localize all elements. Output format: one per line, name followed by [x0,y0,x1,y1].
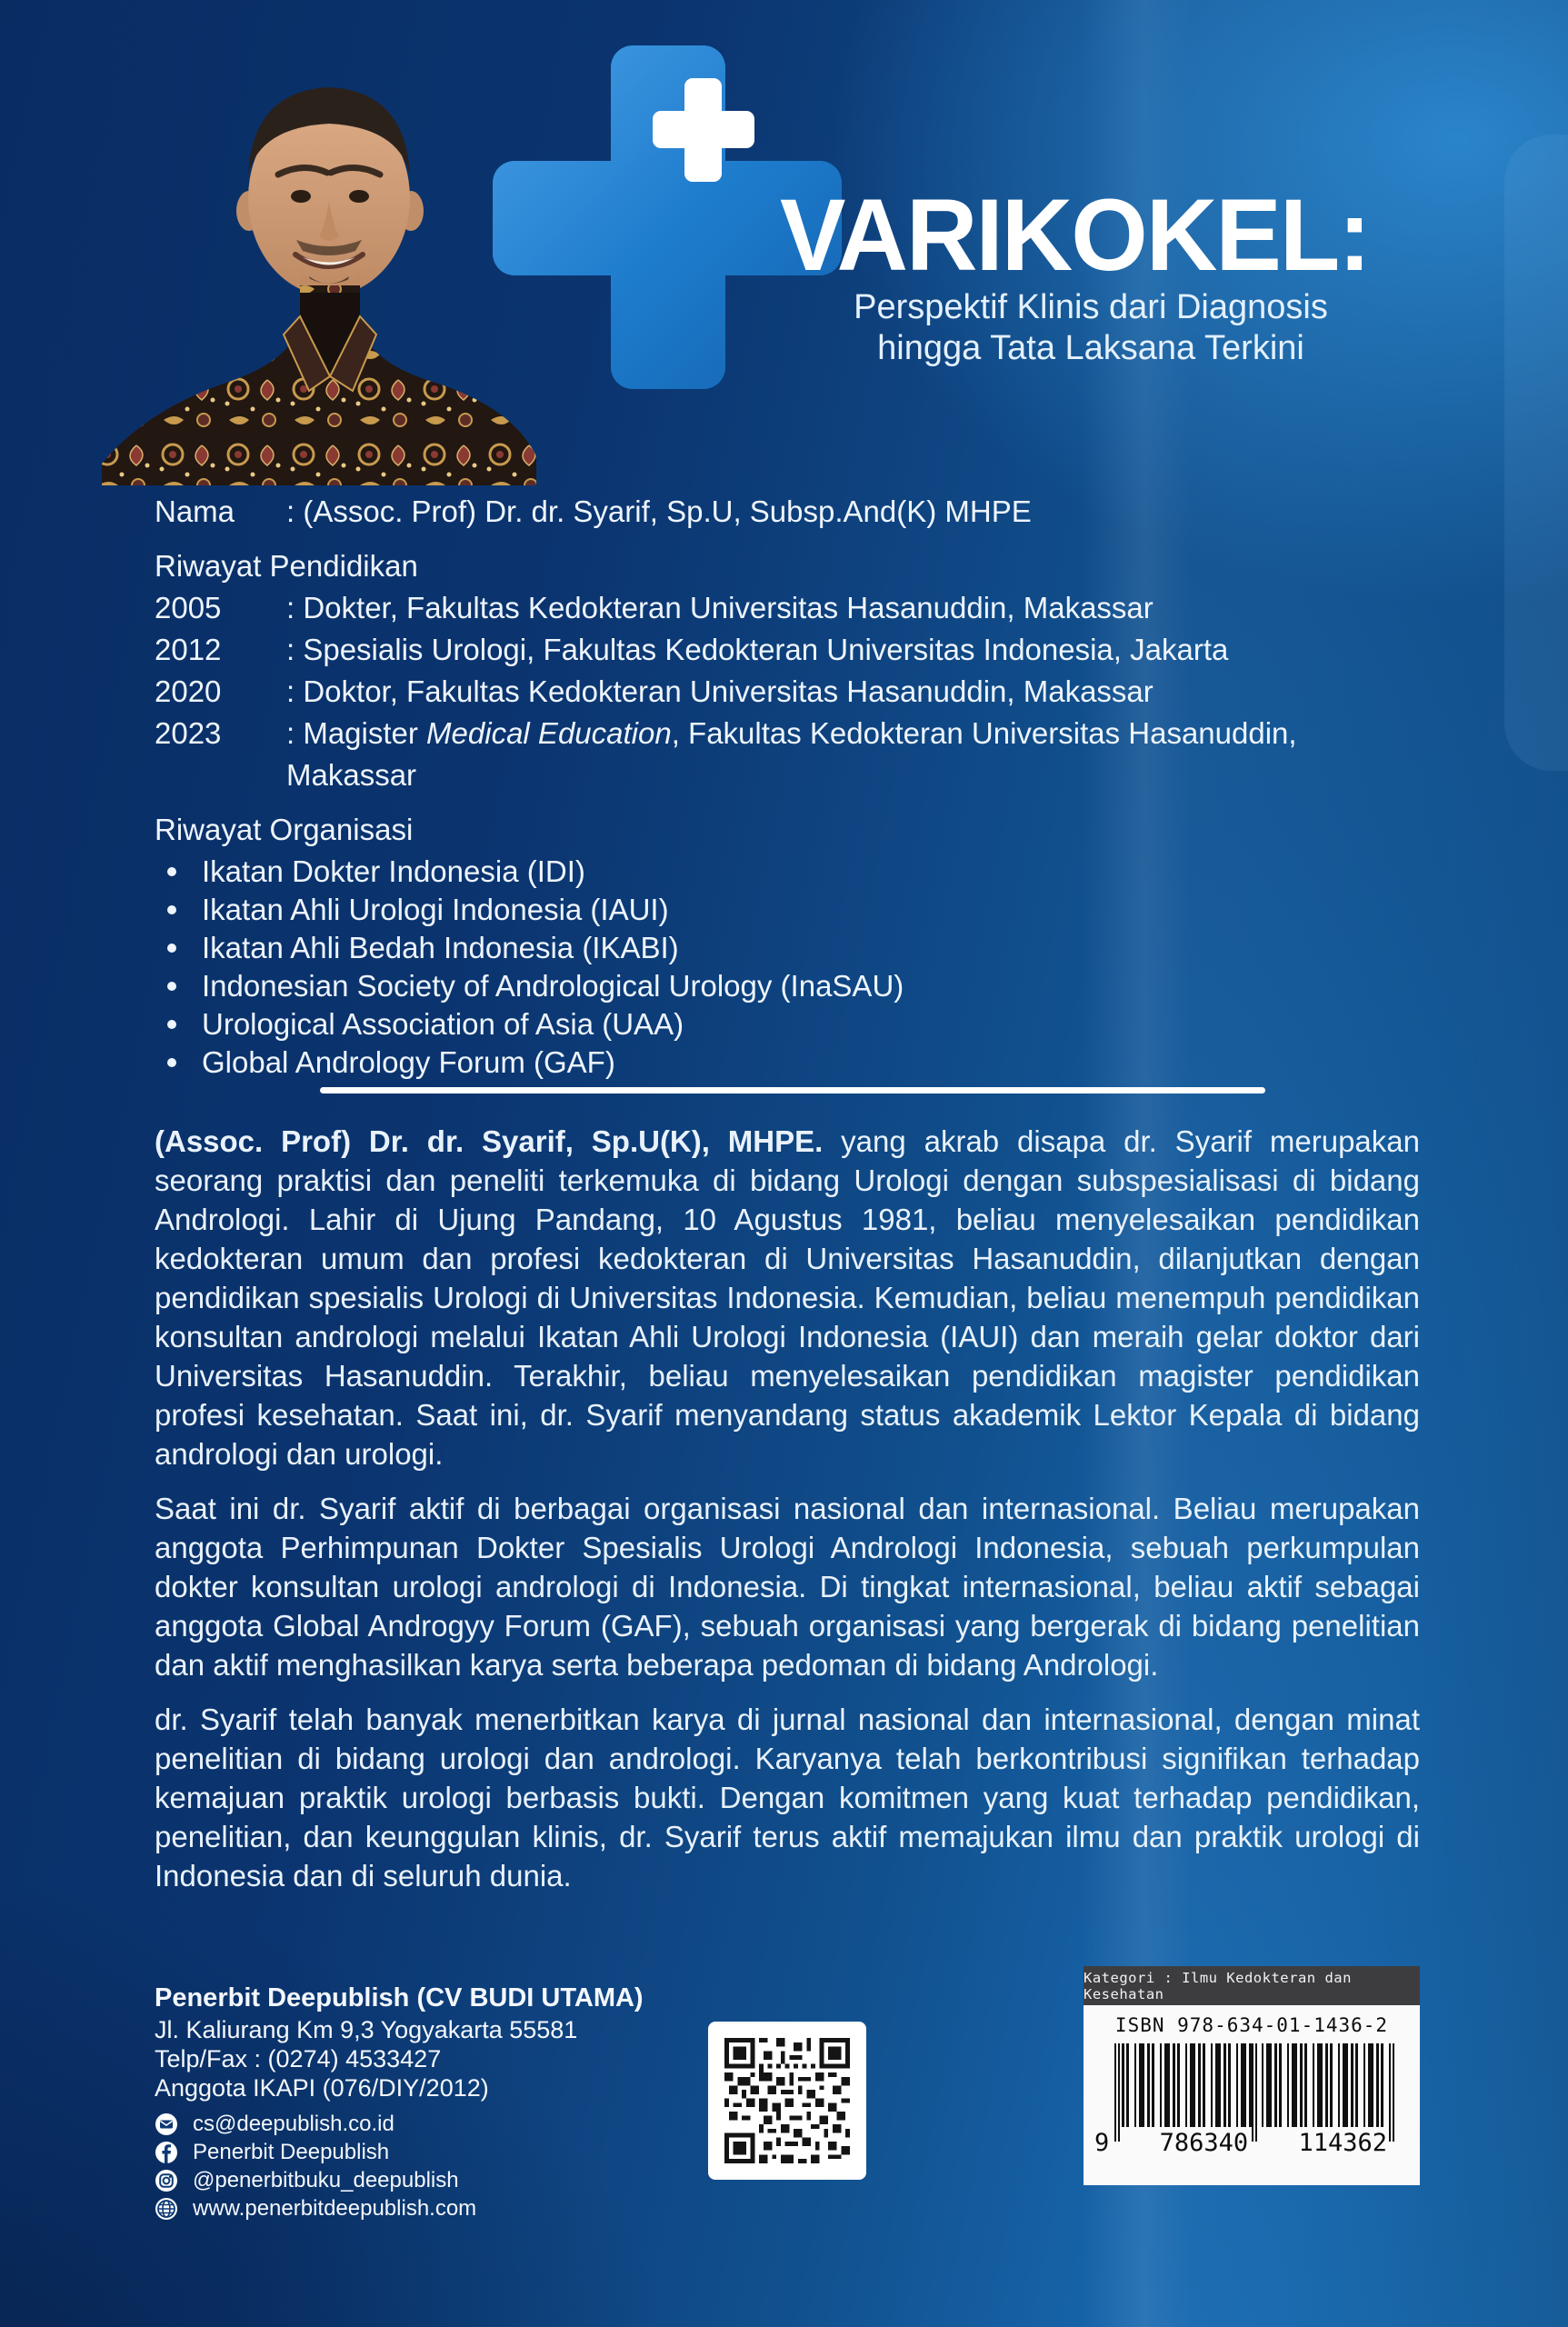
organization-item [155,929,1427,967]
barcode-guard-right [1389,2043,1394,2142]
bullet-icon [167,944,176,953]
instagram-icon [155,2169,178,2192]
bio-paragraph-3: dr. Syarif telah banyak menerbitkan karya di jurnal nasional dan internasional, dengan minat penelitian di bidang urologi dan andrologi. Karyanya telah berkontribusi signifikan terhadap kemajuan praktik urologi berbasis bukti. Dengan komitmen yang kuat terhadap pendidikan, penelitian, dan keunggulan klinis, dr. Syarif terus aktif memajukan ilmu dan praktik urologi di Indonesia dan di seluruh dunia. [155,1703,1420,1893]
bio-lead: (Assoc. Prof) Dr. dr. Syarif, Sp.U(K), MHPE. [155,1124,824,1158]
education-text-pre: : Magister [286,716,427,750]
organization-text: Ikatan Ahli Urologi Indonesia (IAUI) [202,893,669,926]
organization-text: Indonesian Society of Andrological Urology (InaSAU) [202,969,904,1003]
education-row [155,713,1427,796]
name-label: Nama [155,494,235,528]
category-bar: Kategori : Ilmu Kedokteran dan Kesehatan [1084,1966,1420,2005]
education-row [155,671,1427,713]
publisher-address: Jl. Kaliurang Km 9,3 Yogyakarta 55581 [155,2016,578,2043]
education-text-post: , Fakultas Kedokteran Universitas Hasanuddin, Makassar [286,716,1297,792]
isbn-number: ISBN 978-634-01-1436-2 [1114,2014,1389,2036]
education-text: : Spesialis Urologi, Fakultas Kedokteran Universitas Indonesia, Jakarta [286,633,1229,666]
book-title: VARIKOKEL: [780,178,1370,292]
organization-text: Urological Association of Asia (UAA) [202,1007,684,1041]
barcode-guard-center [1252,2043,1257,2142]
organizations-heading: Riwayat Organisasi [155,813,414,846]
bullet-icon [167,905,176,914]
contact-instagram-text: @penerbitbuku_deepublish [193,2167,459,2192]
barcode [1114,2043,1394,2143]
organization-item [155,1044,1427,1082]
publisher-phone: Telp/Fax : (0274) 4533427 [155,2045,442,2072]
bullet-icon [167,867,176,876]
qr-pattern [724,2038,850,2163]
organization-item [155,853,1427,891]
author-info [155,491,1427,1082]
contact-row-facebook [155,2138,664,2166]
bio-paragraph-2: Saat ini dr. Syarif aktif di berbagai organisasi nasional dan internasional. Beliau merupakan anggota Perhimpunan Dokter Spesialis Urologi Andrologi Indonesia, sebuah perkumpulan dokter konsultan urologi andrologi di Indonesia. Di tingkat internasional, beliau aktif sebagai anggota Global Androgyy Forum (GAF), sebuah organisasi yang bergerak di bidang penelitian dan aktif menghasilkan karya serta beberapa pedoman di bidang Andrologi. [155,1492,1420,1682]
subtitle-line-1: Perspektif Klinis dari Diagnosis [854,288,1328,326]
publisher-membership: Anggota IKAPI (076/DIY/2012) [155,2074,489,2102]
email-icon [155,2112,178,2136]
contact-facebook-text: Penerbit Deepublish [193,2139,390,2164]
education-year: 2005 [155,591,222,624]
organizations-list [155,853,1427,1082]
bullet-icon [167,982,176,991]
education-year: 2020 [155,674,222,708]
education-text-italic: Medical Education [426,716,672,750]
bullet-icon [167,1058,176,1067]
contact-email-text: cs@deepublish.co.id [193,2111,394,2136]
education-row [155,629,1427,671]
biography [155,1122,1420,1911]
organization-text: Ikatan Dokter Indonesia (IDI) [202,854,585,888]
barcode-digit-group2: 114362 [1293,2129,1393,2157]
facebook-icon [155,2141,178,2164]
publisher-contacts [155,2110,664,2222]
name-value: : (Assoc. Prof) Dr. dr. Syarif, Sp.U, Subsp.And(K) MHPE [286,494,1032,528]
education-text [286,713,1427,796]
subtitle-line-2: hingga Tata Laksana Terkini [877,329,1304,367]
book-subtitle [809,287,1373,369]
barcode-digit-left: 9 [1089,2129,1114,2157]
bio-paragraph-1-text: yang akrab disapa dr. Syarif merupakan seorang praktisi dan peneliti terkemuka di bidang Urologi dengan subspesialisasi di bidang Andrologi. Lahir di Ujung Pandang, 10 Agustus 1981, beliau menyelesaikan pendidikan kedokteran umum dan profesi kedokteran di Universitas Hasanuddin, dilanjutkan dengan pendidikan spesialis Urologi di Universitas Indonesia. Kemudian, beliau menempuh pendidikan konsultan andrologi melalui Ikatan Ahli Urologi Indonesia (IAUI) dan meraih gelar doktor dari Universitas Hasanuddin. Terakhir, beliau menyelesaikan pendidikan magister pendidikan profesi kesehatan. Saat ini, dr. Syarif menyandang status akademik Lektor Kepala di bidang andrologi dan urologi. [155,1124,1420,1471]
organization-item [155,1005,1427,1044]
corner-glass-shape [1504,135,1568,771]
barcode-guard-left [1114,2043,1120,2142]
barcode-digit-group1: 786340 [1154,2129,1254,2157]
education-row [155,587,1427,629]
contact-row-website [155,2194,664,2222]
globe-icon [155,2197,178,2221]
contact-row-email [155,2110,664,2138]
organization-item [155,891,1427,929]
education-year: 2012 [155,633,222,666]
qr-code [708,2022,866,2180]
isbn-block [1084,2005,1420,2185]
author-photo [91,45,542,485]
education-year: 2023 [155,716,222,750]
name-row [155,491,1427,533]
divider-line [320,1087,1265,1094]
education-text: : Dokter, Fakultas Kedokteran Universitas Hasanuddin, Makassar [286,591,1154,624]
contact-row-instagram [155,2166,664,2194]
organization-text: Ikatan Ahli Bedah Indonesia (IKABI) [202,931,679,964]
plus-icon [653,111,754,148]
education-heading: Riwayat Pendidikan [155,549,418,583]
bullet-icon [167,1020,176,1029]
education-text: : Doktor, Fakultas Kedokteran Universitas Hasanuddin, Makassar [286,674,1154,708]
organization-item [155,967,1427,1005]
publisher-name: Penerbit Deepublish (CV BUDI UTAMA) [155,1983,644,2012]
bio-paragraph-1 [155,1122,1420,1473]
publisher-block [155,1982,664,2222]
contact-website-text: www.penerbitdeepublish.com [193,2195,477,2221]
organization-text: Global Andrology Forum (GAF) [202,1045,615,1079]
